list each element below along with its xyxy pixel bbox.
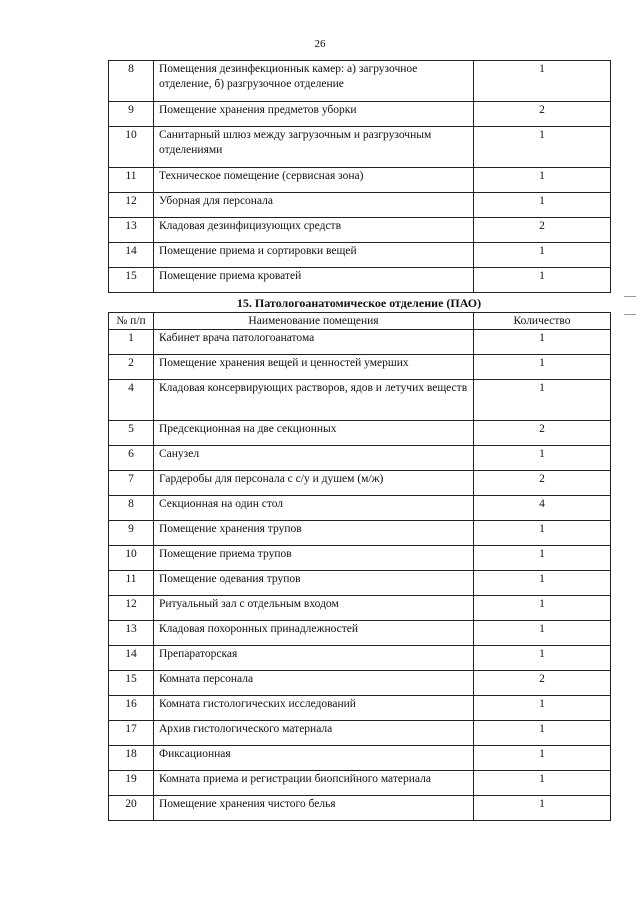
table-row xyxy=(109,193,611,218)
row-number: 10 xyxy=(109,127,154,168)
row-number: 12 xyxy=(109,596,154,621)
table-row xyxy=(109,721,611,746)
room-quantity: 2 xyxy=(474,421,611,446)
room-name: Кабинет врача патологоанатома xyxy=(154,330,474,355)
room-quantity: 2 xyxy=(474,102,611,127)
room-name: Помещение хранения предметов уборки xyxy=(154,102,474,127)
room-name: Препараторская xyxy=(154,646,474,671)
header-name: Наименование помещения xyxy=(154,313,474,330)
row-number: 9 xyxy=(109,102,154,127)
room-quantity: 1 xyxy=(474,446,611,471)
room-quantity: 1 xyxy=(474,796,611,821)
room-quantity: 2 xyxy=(474,471,611,496)
row-number: 11 xyxy=(109,571,154,596)
room-name: Санузел xyxy=(154,446,474,471)
room-name: Помещение приема трупов xyxy=(154,546,474,571)
row-number: 1 xyxy=(109,330,154,355)
row-number: 13 xyxy=(109,218,154,243)
row-number: 2 xyxy=(109,355,154,380)
room-quantity: 1 xyxy=(474,243,611,268)
room-quantity: 1 xyxy=(474,746,611,771)
header-num: № п/п xyxy=(109,313,154,330)
table-row xyxy=(109,102,611,127)
room-name: Помещение приема и сортировки вещей xyxy=(154,243,474,268)
margin-mark xyxy=(624,314,636,315)
table-row xyxy=(109,746,611,771)
row-number: 15 xyxy=(109,671,154,696)
room-quantity: 1 xyxy=(474,268,611,293)
table-row xyxy=(109,496,611,521)
room-quantity: 1 xyxy=(474,571,611,596)
room-name: Санитарный шлюз между загрузочным и разгрузочным отделениями xyxy=(154,127,474,168)
room-quantity: 1 xyxy=(474,646,611,671)
table-row xyxy=(109,168,611,193)
room-name: Кладовая консервирующих растворов, ядов и летучих веществ xyxy=(154,380,474,421)
row-number: 6 xyxy=(109,446,154,471)
room-name: Помещение хранения трупов xyxy=(154,521,474,546)
room-quantity: 1 xyxy=(474,330,611,355)
room-name: Секционная на один стол xyxy=(154,496,474,521)
room-quantity: 1 xyxy=(474,621,611,646)
room-quantity: 1 xyxy=(474,521,611,546)
header-qty: Количество xyxy=(474,313,611,330)
room-name: Комната гистологических исследований xyxy=(154,696,474,721)
row-number: 20 xyxy=(109,796,154,821)
pathology-rooms-table xyxy=(108,312,611,821)
table-row xyxy=(109,696,611,721)
row-number: 10 xyxy=(109,546,154,571)
room-quantity: 1 xyxy=(474,771,611,796)
row-number: 15 xyxy=(109,268,154,293)
table-row xyxy=(109,621,611,646)
table-row xyxy=(109,243,611,268)
table-row xyxy=(109,61,611,102)
table-row xyxy=(109,571,611,596)
room-quantity: 1 xyxy=(474,696,611,721)
row-number: 11 xyxy=(109,168,154,193)
table-row xyxy=(109,127,611,168)
room-name: Помещение одевания трупов xyxy=(154,571,474,596)
room-quantity: 1 xyxy=(474,127,611,168)
margin-mark xyxy=(624,296,636,297)
row-number: 14 xyxy=(109,243,154,268)
room-quantity: 1 xyxy=(474,546,611,571)
page-number: 26 xyxy=(314,38,326,50)
room-quantity: 1 xyxy=(474,355,611,380)
table-row xyxy=(109,355,611,380)
row-number: 9 xyxy=(109,521,154,546)
row-number: 4 xyxy=(109,380,154,421)
table-row xyxy=(109,218,611,243)
table-row xyxy=(109,596,611,621)
row-number: 14 xyxy=(109,646,154,671)
room-quantity: 1 xyxy=(474,168,611,193)
table-row xyxy=(109,268,611,293)
room-name: Фиксационная xyxy=(154,746,474,771)
room-quantity: 1 xyxy=(474,193,611,218)
room-name: Кладовая дезинфицизующих средств xyxy=(154,218,474,243)
room-name: Ритуальный зал с отдельным входом xyxy=(154,596,474,621)
row-number: 19 xyxy=(109,771,154,796)
table-header-row xyxy=(109,313,611,330)
room-name: Помещение хранения вещей и ценностей умерших xyxy=(154,355,474,380)
row-number: 18 xyxy=(109,746,154,771)
room-name: Кладовая похоронных принадлежностей xyxy=(154,621,474,646)
rooms-table-continued xyxy=(108,60,611,293)
row-number: 5 xyxy=(109,421,154,446)
room-name: Гардеробы для персонала с с/у и душем (м/ж) xyxy=(154,471,474,496)
table-row xyxy=(109,521,611,546)
row-number: 13 xyxy=(109,621,154,646)
room-name: Комната приема и регистрации биопсийного материала xyxy=(154,771,474,796)
row-number: 12 xyxy=(109,193,154,218)
table-row xyxy=(109,471,611,496)
row-number: 16 xyxy=(109,696,154,721)
room-quantity: 2 xyxy=(474,218,611,243)
row-number: 17 xyxy=(109,721,154,746)
room-quantity: 1 xyxy=(474,596,611,621)
room-name: Помещение хранения чистого белья xyxy=(154,796,474,821)
table-row xyxy=(109,421,611,446)
room-quantity: 1 xyxy=(474,61,611,102)
room-quantity: 1 xyxy=(474,380,611,421)
table-row xyxy=(109,446,611,471)
room-name: Помещения дезинфекционнык камер: а) загрузочное отделение, б) разгрузочное отделение xyxy=(154,61,474,102)
table-row xyxy=(109,671,611,696)
room-name: Архив гистологического материала xyxy=(154,721,474,746)
room-quantity: 4 xyxy=(474,496,611,521)
table-row xyxy=(109,380,611,421)
room-quantity: 1 xyxy=(474,721,611,746)
row-number: 8 xyxy=(109,61,154,102)
room-name: Предсекционная на две секционных xyxy=(154,421,474,446)
table-row xyxy=(109,771,611,796)
room-name: Техническое помещение (сервисная зона) xyxy=(154,168,474,193)
table-row xyxy=(109,796,611,821)
room-name: Комната персонала xyxy=(154,671,474,696)
room-quantity: 2 xyxy=(474,671,611,696)
row-number: 7 xyxy=(109,471,154,496)
table-row xyxy=(109,646,611,671)
room-name: Уборная для персонала xyxy=(154,193,474,218)
room-name: Помещение приема кроватей xyxy=(154,268,474,293)
section-title: 15. Патологоанатомическое отделение (ПАО) xyxy=(236,296,482,310)
table-row xyxy=(109,330,611,355)
row-number: 8 xyxy=(109,496,154,521)
table-row xyxy=(109,546,611,571)
